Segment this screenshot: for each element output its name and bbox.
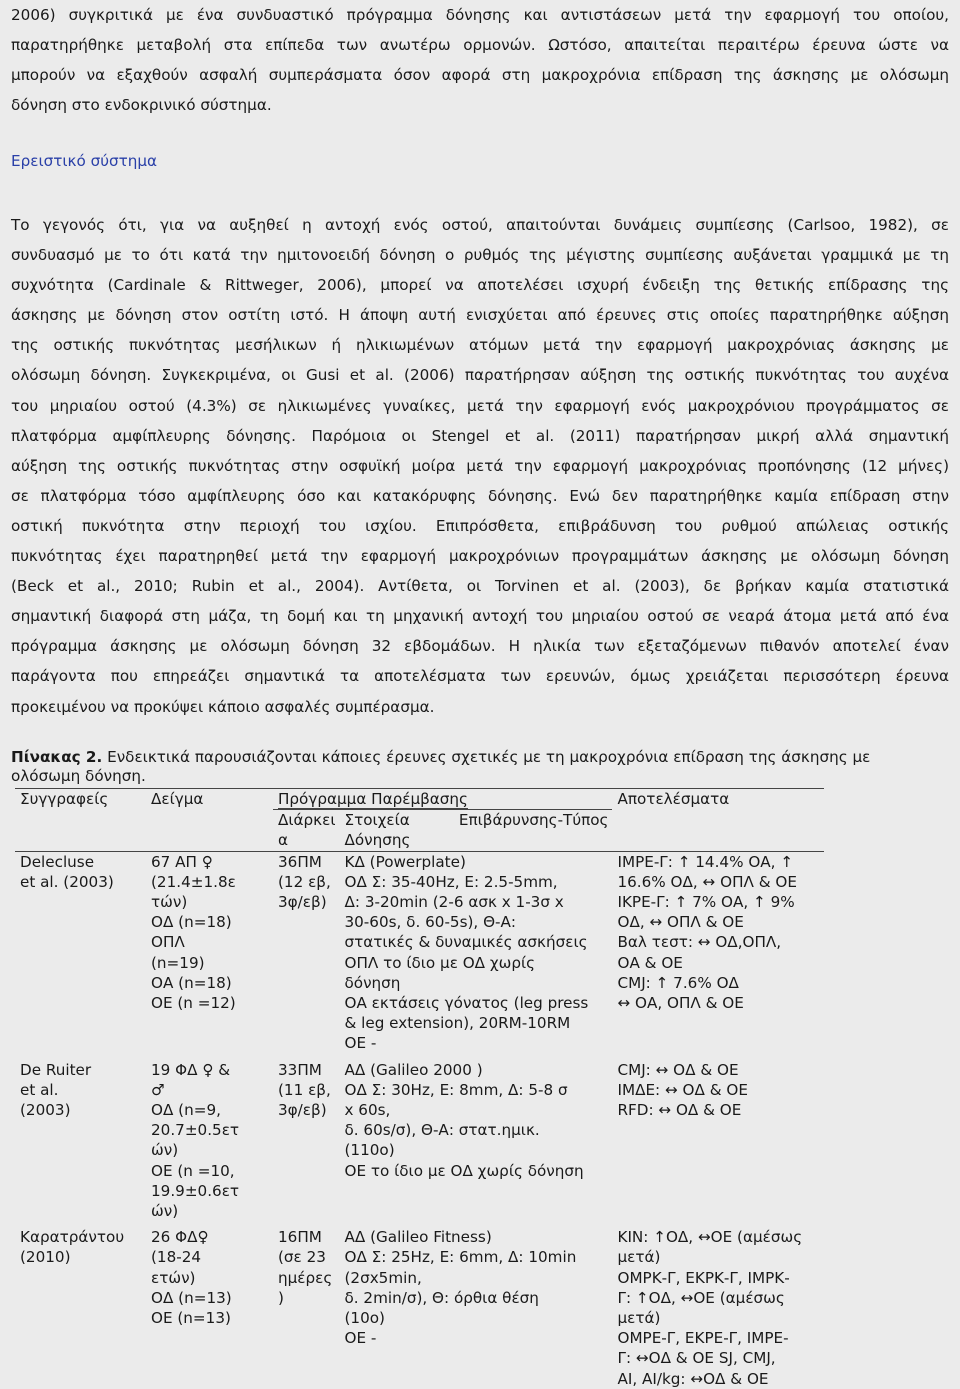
body-line: οστική πυκνότητα στην περιοχή του ισχίου. Επιπρόσθετα, επιβράδυνση του ρυθμού απώλειας οστικής [11, 516, 949, 535]
body-line: πυκνότητας έχει παρατηρηθεί μετά την εφαρμογή μακροχρόνιων προγραμμάτων άσκησης με ολόσωμη δόνηση [11, 547, 949, 566]
body-line: του μηριαίου οστού (4.3%) σε ηλικιωμένες γυναίκες, μετά την εφαρμογή ενός μακροχρόνιου προγράμματος σε [11, 396, 949, 415]
section-heading: Ερειστικό σύστημα [11, 152, 158, 170]
body-line: παράγοντα που επηρεάζει σημαντικά τα αποτελέσματα των ερευνών, όμως χρειάζεται περισσότερη έρευνα [11, 667, 949, 686]
header-program: Πρόγραμμα Παρέμβασης [273, 789, 612, 810]
body-line: πρόγραμμα άσκησης με ολόσωμη δόνηση 32 εβδομάδων. Η ηλικία των εξεταζόμενων πιθανόν αποτελεί έναν [11, 637, 949, 656]
cell-sample: 67 ΑΠ ♀ (21.4±1.8ε τών) ΟΔ (n=18) ΟΠΛ (n=19) ΟΑ (n=18) ΟΕ (n =12) [151, 852, 236, 1013]
body-line: της οστικής πυκνότητας μεσήλικων ή ηλικιωμένων ατόμων μετά την εφαρμογή μακροχρόνιας άσκησης με [11, 336, 949, 355]
body-line: σημαντική διαφορά στη μάζα, τη δομή και τη μηχανική αντοχή του μηριαίου οστού σε νεαρά άτομα μετά από ένα [11, 607, 949, 626]
cell-vibration: ΑΔ (Galileo Fitness) ΟΔ Σ: 25Hz, Ε: 6mm, Δ: 10min (2σx5min, δ. 2min/σ), Θ: όρθια θέση (10ο) ΟΕ - [344, 1228, 577, 1348]
table-row [15, 1227, 824, 1389]
cell-authors: Delecluse et al. (2003) [20, 852, 114, 891]
intro-line: παρατηρήθηκε μεταβολή στα επίπεδα των ανωτέρω ορμονών. Ωστόσο, απαιτείται περαιτέρω έρευνα ώστε να [11, 36, 949, 55]
cell-duration: 36ΠΜ (12 εβ, 3φ/εβ) [278, 852, 331, 912]
cell-vibration: ΑΔ (Galileo 2000 ) ΟΔ Σ: 30Hz, Ε: 8mm, Δ: 5-8 σ x 60s, δ. 60s/σ), Θ-Α: στατ.ημικ. (110ο) ΟΕ το ίδιο με ΟΔ χωρίς δόνηση [344, 1060, 584, 1180]
body-line: συχνότητα (Cardinale & Rittweger, 2006), μπορεί να αποτελέσει ισχυρή ένδειξη της θετικής επίδρασης της [11, 276, 949, 295]
cell-duration: 33ΠΜ (11 εβ, 3φ/εβ) [278, 1060, 331, 1120]
cell-sample: 19 ΦΔ ♀ & ♂ ΟΔ (n=9, 20.7±0.5ετ ών) ΟΕ (n =10, 19.9±0.6ετ ών) [151, 1060, 240, 1221]
intro-line: δόνηση στο ενδοκρινικό σύστημα. [11, 96, 272, 115]
body-line: Το γεγονός ότι, για να αυξηθεί η αντοχή ενός οστού, απαιτούνται δυνάμεις συμπίεσης (Carlsoo, 1982), σε [11, 216, 949, 234]
body-line: συνδυασμό με το ότι κατά την ημιτονοειδή δόνηση ο ρυθμός της μέγιστης συμπίεσης αυξάνεται γραμμικά με τη [11, 246, 949, 265]
intro-paragraph [11, 0, 949, 120]
studies-table [15, 788, 824, 1389]
table-caption [11, 748, 949, 786]
body-line: αύξηση της οστικής πυκνότητας στην οσφυϊκή μοίρα μετά την εφαρμογή μακροχρόνιας προπόνησης (12 μήνες) [11, 456, 949, 475]
body-line: σε πλατφόρμα τόσο αμφίπλευρης όσο και κατακόρυφης δόνησης. Ενώ δεν παρατηρήθηκε καμία επίδραση στην [11, 486, 949, 505]
cell-results: CMJ: ↔ ΟΔ & ΟΕ ΙΜΔΕ: ↔ ΟΔ & ΟΕ RFD: ↔ ΟΔ & ΟΕ [617, 1060, 748, 1120]
intro-line: μπορούν να εξαχθούν ασφαλή συμπεράσματα όσον αφορά στη μακροχρόνια επίδραση της άσκησης με ολόσωμη [11, 66, 949, 85]
header-sample: Δείγμα [146, 789, 273, 810]
table-caption-line1: Ενδεικτικά παρουσιάζονται κάποιες έρευνες σχετικές με τη μακροχρόνια επίδραση της άσκησης με [102, 748, 871, 766]
table-row [15, 1060, 824, 1222]
intro-line: 2006) συγκριτικά με ένα συνδυαστικό πρόγραμμα δόνησης και αντιστάσεων μετά την εφαρμογή του οποίου, [11, 6, 949, 24]
body-line: προκειμένου να προκύψει κάποιο ασφαλές συμπέρασμα. [11, 697, 435, 716]
body-line: ολόσωμη δόνηση. Συγκεκριμένα, οι Gusi et al. (2006) παρατήρησαν αύξηση της οστικής πυκνότητας του αυχένα [11, 366, 949, 385]
cell-results: ΙΜΡΕ-Γ: ↑ 14.4% ΟΑ, ↑ 16.6% ΟΔ, ↔ ΟΠΛ & ΟΕ ΙΚΡΕ-Γ: ↑ 7% ΟΑ, ↑ 9% ΟΔ, ↔ ΟΠΛ & ΟΕ Βαλ τεστ: ↔ ΟΔ,ΟΠΛ, ΟΑ & ΟΕ CMJ: ↑ 7.6% ΟΔ ↔ ΟΑ, ΟΠΛ & ΟΕ [617, 852, 797, 1013]
body-line: (Beck et al., 2010; Rubin et al., 2004). Αντίθετα, οι Torvinen et al. (2003), δε βρήκαν καμία στατιστικά [11, 577, 949, 596]
table-caption-label: Πίνακας 2. [11, 748, 103, 766]
cell-authors: Καρατράντου (2010) [20, 1228, 125, 1267]
cell-results: ΚΙΝ: ↑ΟΔ, ↔ΟΕ (αμέσως μετά) ΟΜΡΚ-Γ, ΕΚΡΚ-Γ, ΙΜΡΚ- Γ: ↑ΟΔ, ↔ΟΕ (αμέσως μετά) ΟΜΡΕ-Γ, ΕΚΡΕ-Γ, ΙΜΡΕ- Γ: ↔ΟΔ & ΟΕ SJ, CMJ, AI, AI/kg: ↔ΟΔ & ΟΕ [617, 1228, 803, 1388]
table-caption-line2: ολόσωμη δόνηση. [11, 767, 146, 785]
table-header-row [15, 789, 824, 810]
cell-duration: 16ΠΜ (σε 23 ημέρες ) [278, 1228, 333, 1307]
cell-sample: 26 ΦΔ♀ (18-24 ετών) ΟΔ (n=13) ΟΕ (n=13) [151, 1228, 232, 1328]
body-line: πλατφόρμα αμφίπλευρης δόνησης. Παρόμοια οι Stengel et al. (2011) παρατήρησαν μικρή αλλά σημαντική [11, 426, 949, 445]
table-subheader-row [15, 810, 824, 851]
header-duration: Διάρκει α [273, 810, 339, 851]
cell-vibration: ΚΔ (Powerplate) ΟΔ Σ: 35-40Hz, Ε: 2.5-5mm, Δ: 3-20min (2-6 ασκ x 1-3σ x 30-60s, δ. 60-5s), Θ-Α: στατικές & δυναμικές ασκήσεις ΟΠΛ το ίδιο με ΟΔ χωρίς δόνηση ΟΑ εκτάσεις γόνατος (leg press & leg extension), 20RM-10RM ΟΕ - [344, 852, 589, 1053]
table-row [15, 851, 824, 1054]
body-paragraph [11, 210, 949, 722]
cell-authors: De Ruiter et al. (2003) [20, 1060, 92, 1120]
header-vibration: Στοιχεία Επιβάρυνσης-Τύπος Δόνησης [339, 810, 612, 851]
body-line: άσκησης με δόνηση στον οστίτη ιστό. Η άποψη αυτή ενισχύεται από έρευνες στις οποίες παρατηρήθηκε αύξηση [11, 306, 949, 325]
header-results: Αποτελέσματα [612, 789, 824, 810]
header-authors: Συγγραφείς [15, 789, 146, 810]
